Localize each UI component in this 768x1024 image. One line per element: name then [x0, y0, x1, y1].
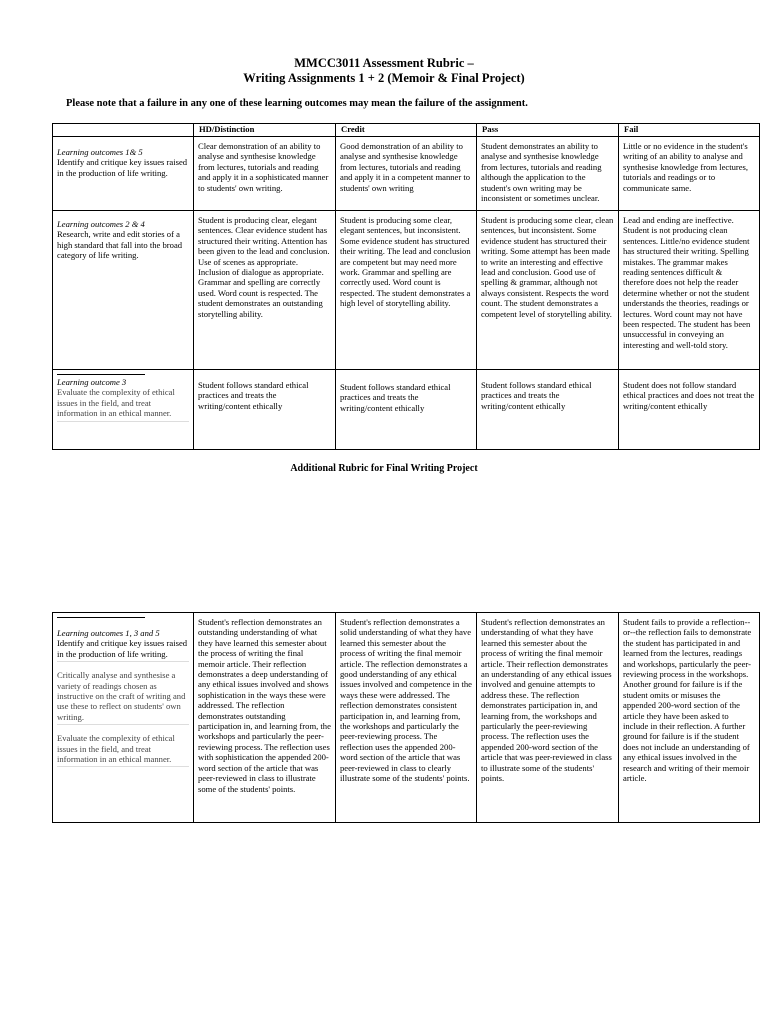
table-row	[53, 211, 760, 370]
header-cell-hd: HD/Distinction	[194, 124, 336, 137]
learning-outcome-text-3: Evaluate the complexity of ethical issues in the field, and treat information in an ethical manner.	[57, 733, 189, 767]
document-title	[0, 56, 768, 86]
hd-criteria-text: Student follows standard ethical practices and treats the writing/content ethically	[198, 380, 309, 411]
pass-criteria: Student demonstrates an ability to analyse and synthesise knowledge from lectures, tutorials and reading although the application to the student's own writing may be inconsistent or sometimes unclear.	[477, 137, 619, 211]
table-row	[53, 137, 760, 211]
title-line-2: Writing Assignments 1 + 2 (Memoir & Final Project)	[243, 71, 525, 85]
table-header-row	[53, 124, 760, 137]
learning-outcome-cell	[53, 613, 194, 823]
fail-criteria: Little or no evidence in the student's writing of an ability to analyse and synthesise knowledge from lectures, tutorials and readings or to communicate same.	[619, 137, 760, 211]
title-line-1: MMCC3011 Assessment Rubric –	[294, 56, 474, 70]
rubric-table-main	[52, 123, 760, 450]
learning-outcome-cell	[53, 370, 194, 450]
learning-outcome-title: Learning outcomes 1, 3 and 5	[57, 628, 160, 638]
fail-criteria	[619, 370, 760, 450]
divider	[57, 374, 145, 375]
divider	[57, 617, 145, 618]
failure-note: Please note that a failure in any one of these learning outcomes may mean the failure of the assignment.	[66, 98, 528, 109]
learning-outcome-title: Learning outcomes 1& 5	[57, 147, 143, 157]
learning-outcome-text-2: Critically analyse and synthesise a variety of readings chosen as instructive on the craft of writing and use these to reflect on students' own writing.	[57, 670, 189, 725]
learning-outcome-cell	[53, 137, 194, 211]
credit-criteria: Good demonstration of an ability to analyse and synthesise knowledge from lectures, tutorials and reading and apply it in a competent manner to students' own writing	[336, 137, 477, 211]
header-cell-fail: Fail	[619, 124, 760, 137]
pass-criteria	[477, 370, 619, 450]
pass-criteria: Student's reflection demonstrates an understanding of what they have learned this semester about the process of writing the final memoir article. Their reflection demonstrates an understanding of any ethical issues involved and genuine attempts to address these. The reflection demonstrates participation in, and learning from, the workshops and particularly the peer-reviewing process. The reflection uses the appended 200-word section of the article that was peer-reviewed in class to illustrate some of the students' points.	[477, 613, 619, 823]
hd-criteria: Student's reflection demonstrates an outstanding understanding of what they have learned this semester about the process of writing the final memoir article. Their reflection demonstrates a deep understanding of any ethical issues involved and shows sophistication in the ways these were addressed. The reflection demonstrates outstanding participation in, and learning from, the workshops and particularly the peer-reviewing process. The reflection uses with sophistication the appended 200-word section of the article that was peer-reviewed in class to illustrate some of the students' points.	[194, 613, 336, 823]
learning-outcome-text-1: Identify and critique key issues raised in the production of life writing.	[57, 638, 189, 662]
learning-outcome-title: Learning outcome 3	[57, 377, 127, 387]
pass-criteria: Student is producing some clear, clean sentences, but inconsistent. Some evidence student has structured their writing. Some attempt has been made to write an interesting and effective lead and conclusion. Good use of spelling & grammar, although not always consistent. Respects the word count. The student demonstrates a competent level of storytelling ability.	[477, 211, 619, 370]
rubric-table-final-project	[52, 612, 760, 823]
credit-criteria: Student's reflection demonstrates a solid understanding of what they have learned this semester about the process of writing the final memoir article. The reflection demonstrates a good understanding of any ethical issues involved and competence in the ways these were addressed. The reflection demonstrates consistent participation in, and learning from, the workshops and particularly the peer-reviewing process. The reflection uses the appended 200-word section of the article that was peer-reviewed in class to clearly illustrate some of the students' points.	[336, 613, 477, 823]
hd-criteria: Clear demonstration of an ability to analyse and synthesise knowledge from lectures, tutorials and reading and apply it in a sophisticated manner to students' own writing.	[194, 137, 336, 211]
header-cell-pass: Pass	[477, 124, 619, 137]
credit-criteria	[336, 370, 477, 450]
header-cell-credit: Credit	[336, 124, 477, 137]
credit-criteria: Student is producing some clear, elegant sentences, but inconsistent. Some evidence student has structured their writing. The lead and conclusion are competent but may need more work. Grammar and spelling are correctly used. Word count is respected. The student demonstrates a high level of storytelling ability.	[336, 211, 477, 370]
learning-outcome-text: Research, write and edit stories of a high standard that fall into the broad category of life writing.	[57, 229, 183, 261]
table-row	[53, 613, 760, 823]
section-subtitle: Additional Rubric for Final Writing Project	[290, 463, 478, 474]
learning-outcome-text: Evaluate the complexity of ethical issues in the field, and treat information in an ethical manner.	[57, 387, 189, 421]
learning-outcome-cell	[53, 211, 194, 370]
learning-outcome-text: Identify and critique key issues raised in the production of life writing.	[57, 157, 188, 178]
hd-criteria	[194, 370, 336, 450]
table-row	[53, 370, 760, 450]
fail-criteria-text: Student does not follow standard ethical practices and does not treat the writing/content ethically	[623, 380, 755, 411]
hd-criteria: Student is producing clear, elegant sentences. Clear evidence student has structured their writing. Attention has been given to the lead and conclusion. Use of scenes as appropriate. Inclusion of dialogue as appropriate. Grammar and spelling are correctly used. Word count is respected. The student demonstrates an outstanding storytelling ability.	[194, 211, 336, 370]
header-cell-empty	[53, 124, 194, 137]
credit-criteria-text: Student follows standard ethical practices and treats the writing/content ethically	[340, 382, 451, 413]
fail-criteria: Lead and ending are ineffective. Student is not producing clean sentences. Little/no evidence student has structured their writing. Spelling mistakes. The grammar makes reading sentences difficult & therefore does not help the reader determine whether or not the student understands the theories, readings or lectures. Word count may not have been respected. The student has been unsuccessful in conveying an interesting and well-told story.	[619, 211, 760, 370]
learning-outcome-title: Learning outcomes 2 & 4	[57, 219, 145, 229]
fail-criteria: Student fails to provide a reflection--or--the reflection fails to demonstrate the student has participated in and learned from the lectures, readings and workshops, particularly the peer-reviewing process in the workshops. Another ground for failure is if the student omits or misuses the appended 200-word section of the article they have been asked to include in their reflection. A further ground for failure is if the student does not include an understanding of any ethical issues involved in the research and writing of their memoir article.	[619, 613, 760, 823]
pass-criteria-text: Student follows standard ethical practices and treats the writing/content ethically	[481, 380, 592, 411]
